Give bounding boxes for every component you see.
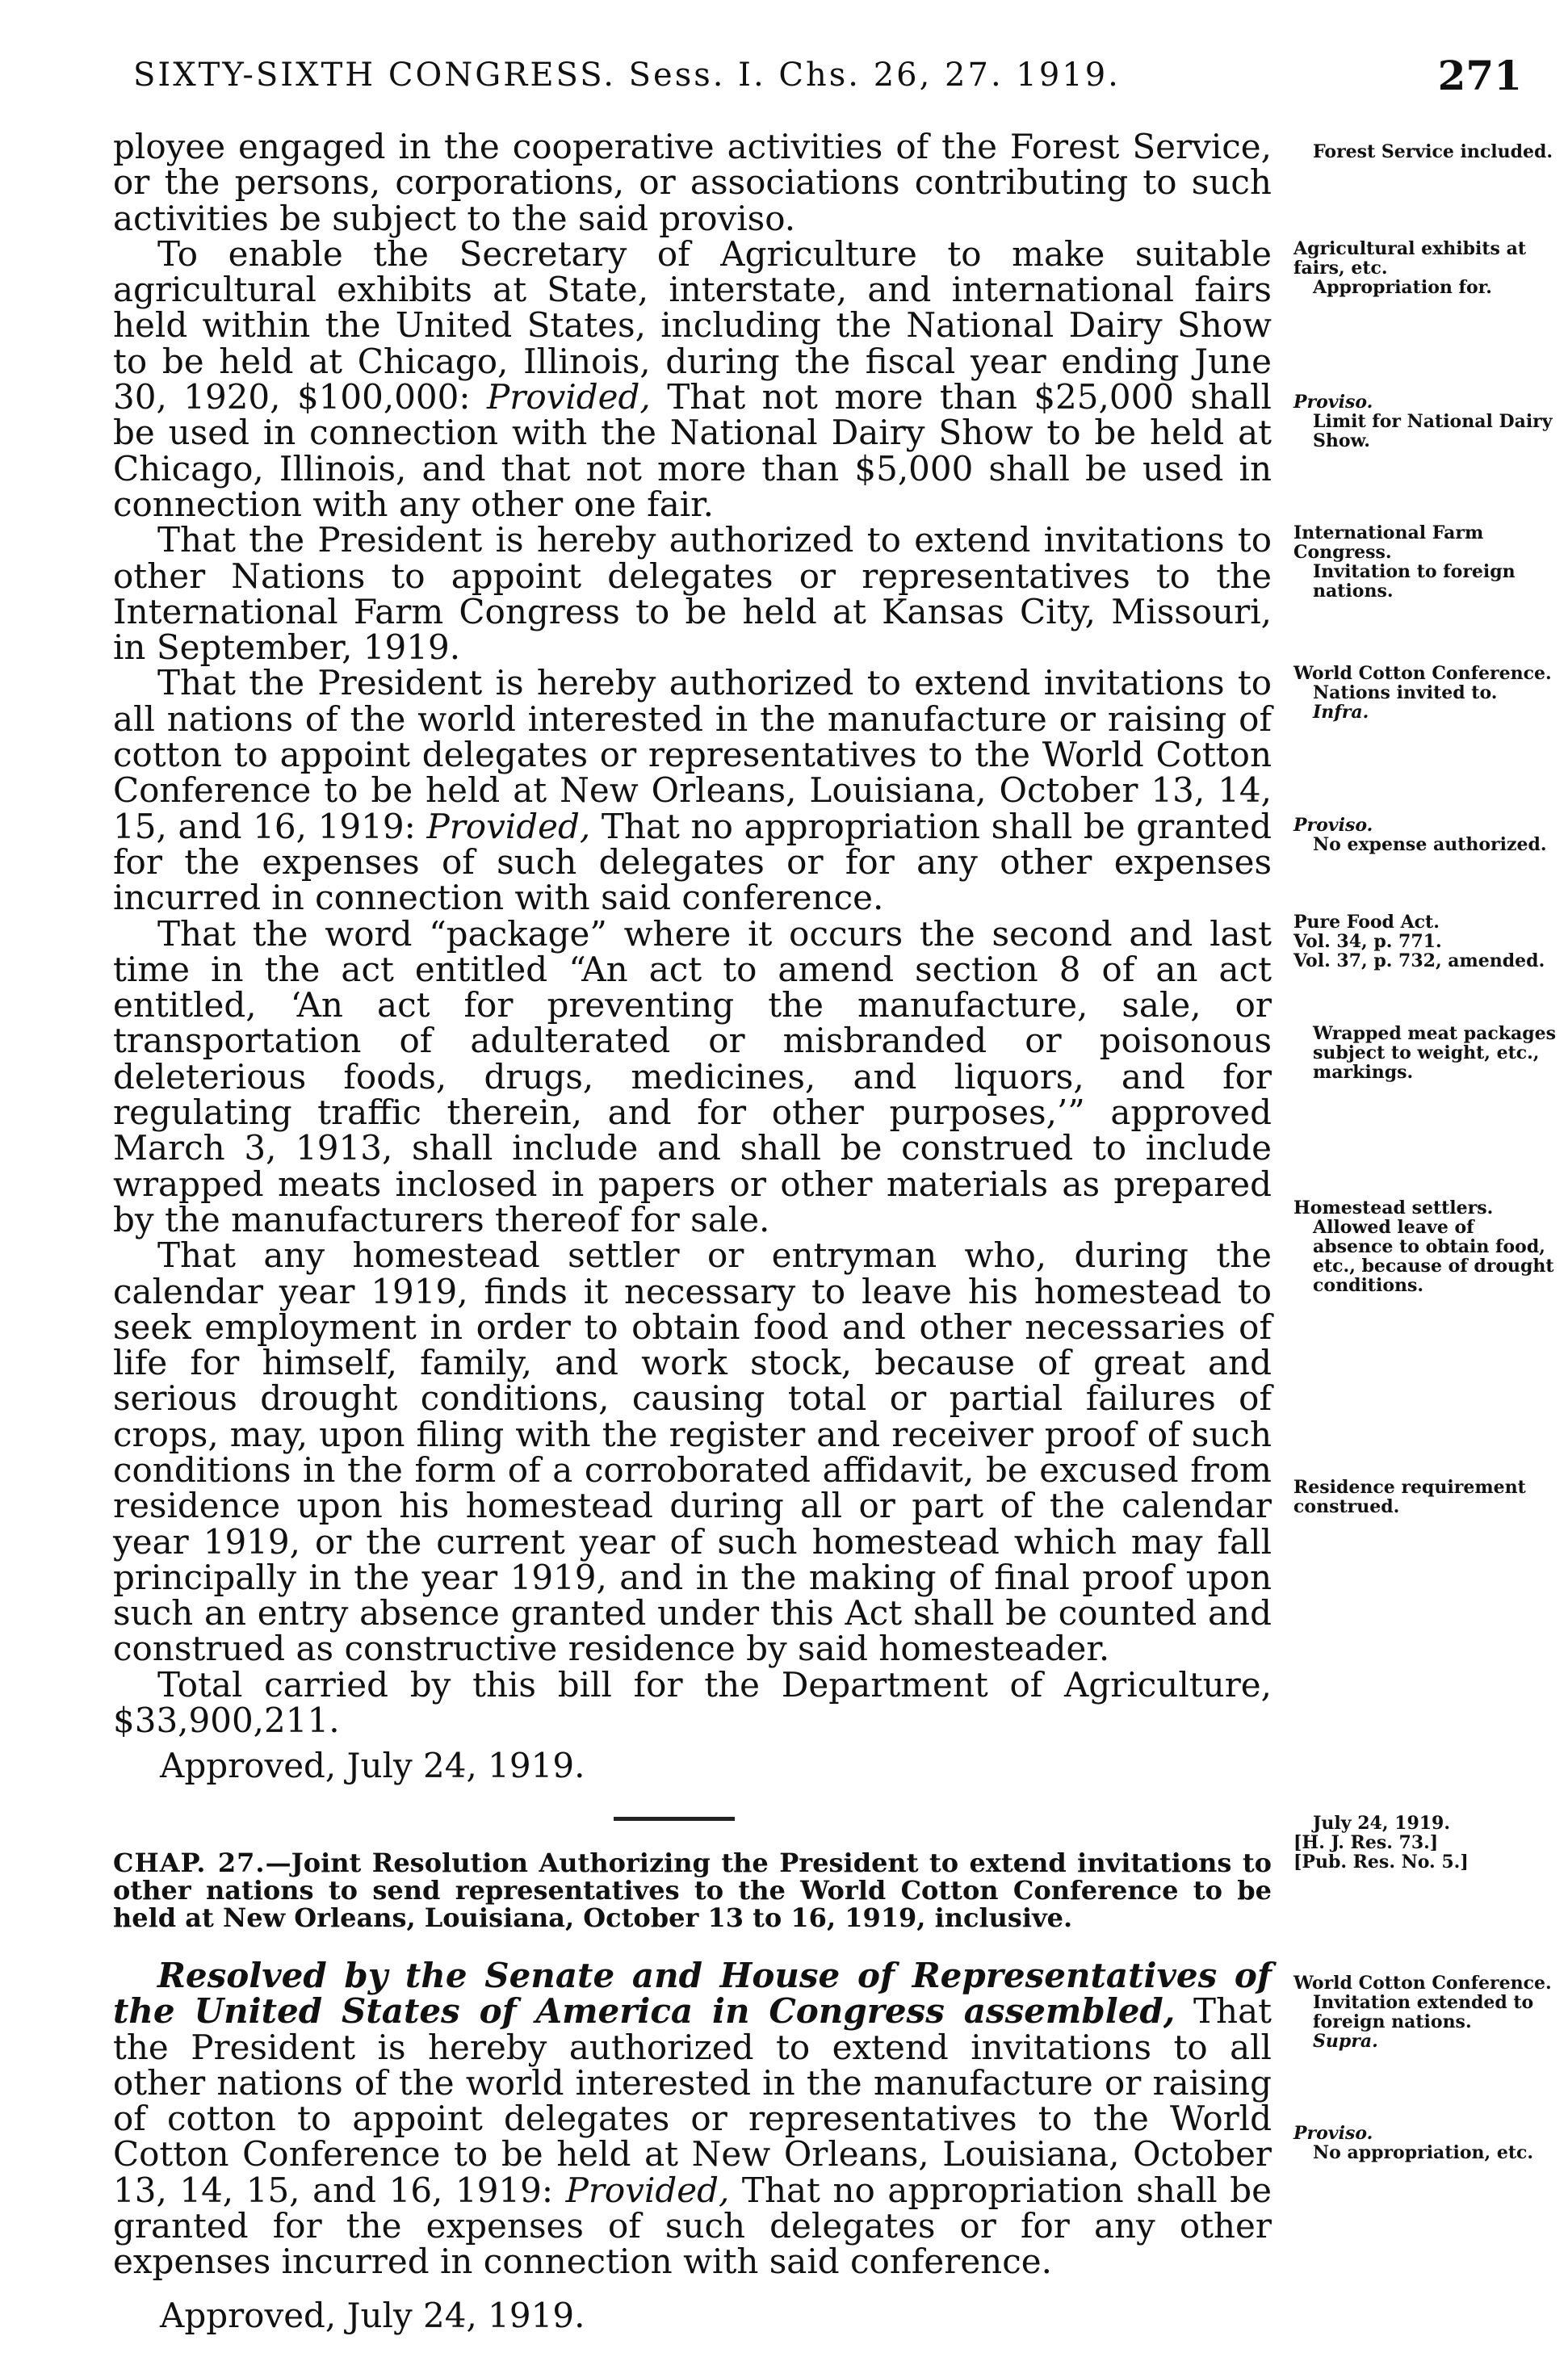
chapter-heading — [113, 1849, 1272, 1931]
main-text — [113, 129, 1272, 1785]
proviso-word: Provided, — [426, 806, 591, 846]
paragraph-agricultural-exhibits: To enable the Secretary of Agriculture to make suitable agricultural exhibits at State, interstate, and international fairs held within the United States, including the National Dairy Show to be held at Chicago, Illinois, during the fiscal year ending June 30, 1920, $100,000: Provided, That not more than $25,000 shall be used in connection with the National Dairy Show to be held at Chicago, Illinois, and that not more than $5,000 shall be used in connection with any other one fair. — [113, 233, 1272, 524]
chapter-title: —Joint Resolution Authorizing the President to extend invitations to other nations to send representatives to the World Cotton Conference to be held at New Orleans, Louisiana, October 13 to 16, 1919, inclusive. — [113, 1847, 1272, 1933]
note-cotton-conference-2: World Cotton Conference. Invitation extended to foreign nations. Supra. — [1293, 1973, 1552, 2052]
note-cotton-conference: World Cotton Conference. Nations invited to. Infra. — [1293, 663, 1552, 723]
paragraph-forest-service: ployee engaged in the cooperative activities of the Forest Service, or the persons, corporations, or associations contributing to such activities be subject to the said proviso. — [113, 127, 1272, 238]
proviso-word: Provided, — [486, 377, 651, 417]
resolution-approval-date: Approved, July 24, 1919. — [160, 2295, 585, 2335]
note-wrapped-meat: Wrapped meat packages subject to weight, etc., markings. — [1313, 1023, 1557, 1083]
note-agricultural-exhibits: Agricultural exhibits at fairs, etc. Appropriation for. — [1293, 238, 1526, 298]
page-number: 271 — [1437, 52, 1522, 99]
header-title: SIXTY-SIXTH CONGRESS. Sess. I. Chs. 26, 27. 1919. — [133, 57, 1121, 94]
paragraph-total: Total carried by this bill for the Department of Agriculture, $33,900,211. — [113, 1664, 1272, 1741]
note-residence: Residence requirement construed. — [1293, 1477, 1526, 1517]
paragraph-package-definition: That the word “package” where it occurs the second and last time in the act entitled “An act to amend section 8 of an act entitled, ‘An act for preventing the manufacture, sale, or transportation of adulterated or misbranded or poisonous deleterious foods, drugs, medicines, and liquors, and for regulating traffic therein, and for other purposes,’” approved March 3, 1913, shall include and shall be construed to include wrapped meats inclosed in papers or other materials as prepared by the manufacturers thereof for sale. — [113, 913, 1272, 1239]
paragraph-cotton-conference: That the President is hereby authorized to extend invitations to all nations of the world interested in the manufacture or raising of cotton to appoint delegates or representatives to the World Cotton Conference to be held at New Orleans, Louisiana, October 13, 14, 15, and 16, 1919: Provided, That no appropriation shall be granted for the expenses of such delegates or for any other expenses incurred in connection with said conference. — [113, 663, 1272, 918]
note-forest-service: Forest Service included. — [1313, 141, 1553, 162]
proviso-word: Provided, — [565, 2170, 730, 2210]
paragraph-farm-congress: That the President is hereby authorized to extend invitations to other Nations to appoint delegates or representatives to the International Farm Congress to be held at Kansas City, Missouri, in September, 1919. — [113, 520, 1272, 668]
chapter-label: CHAP. 27. — [113, 1847, 266, 1878]
resolution — [113, 1958, 1272, 2334]
section-divider — [614, 1817, 735, 1821]
paragraph-homestead: That any homestead settler or entryman who, during the calendar year 1919, finds it necessary to leave his homestead to seek employment in order to obtain food and other necessaries of life for himself, family, and work stock, because of great and serious drought conditions, causing total or partial failures of crops, may, upon filing with the register and receiver proof of such conditions in the form of a corroborated affidavit, be excused from residence upon his homestead during all or part of the calendar year 1919, or the current year of such homestead which may fall principally in the year 1919, and in the making of final proof upon such an entry absence granted under this Act shall be counted and construed as constructive residence by said homesteader. — [113, 1235, 1272, 1669]
resolution-text: Resolved by the Senate and House of Representatives of the United States of America in Congress assembled, That the President is hereby authorized to extend invitations to all other nations of the world interested in the manufacture or raising of cotton to appoint delegates or representatives to the World Cotton Conference to be held at New Orleans, Louisiana, October 13, 14, 15, and 16, 1919: Provided, That no appropriation shall be granted for the expenses of such delegates or for any other expenses incurred in connection with said conference. — [113, 1956, 1272, 2282]
note-farm-congress: International Farm Congress. Invitation to foreign nations. — [1293, 522, 1516, 602]
note-proviso-appropriation: Proviso. No appropriation, etc. — [1293, 2123, 1534, 2163]
resolving-clause: Resolved by the Senate and House of Representatives of the United States of America in Congress assembled, — [113, 1956, 1272, 2032]
note-proviso-expense: Proviso. No expense authorized. — [1293, 815, 1547, 855]
note-homestead: Homestead settlers. Allowed leave of absence to obtain food, etc., because of drought conditions. — [1293, 1197, 1554, 1296]
approval-date: Approved, July 24, 1919. — [160, 1746, 585, 1786]
note-proviso-dairy: Proviso. Limit for National Dairy Show. — [1293, 392, 1553, 451]
note-pure-food-act: Pure Food Act. Vol. 34, p. 771. Vol. 37, p. 732, amended. — [1293, 912, 1545, 971]
note-resolution-refs: July 24, 1919. [H. J. Res. 73.] [Pub. Res. No. 5.] — [1293, 1813, 1469, 1873]
running-header — [133, 52, 1522, 113]
